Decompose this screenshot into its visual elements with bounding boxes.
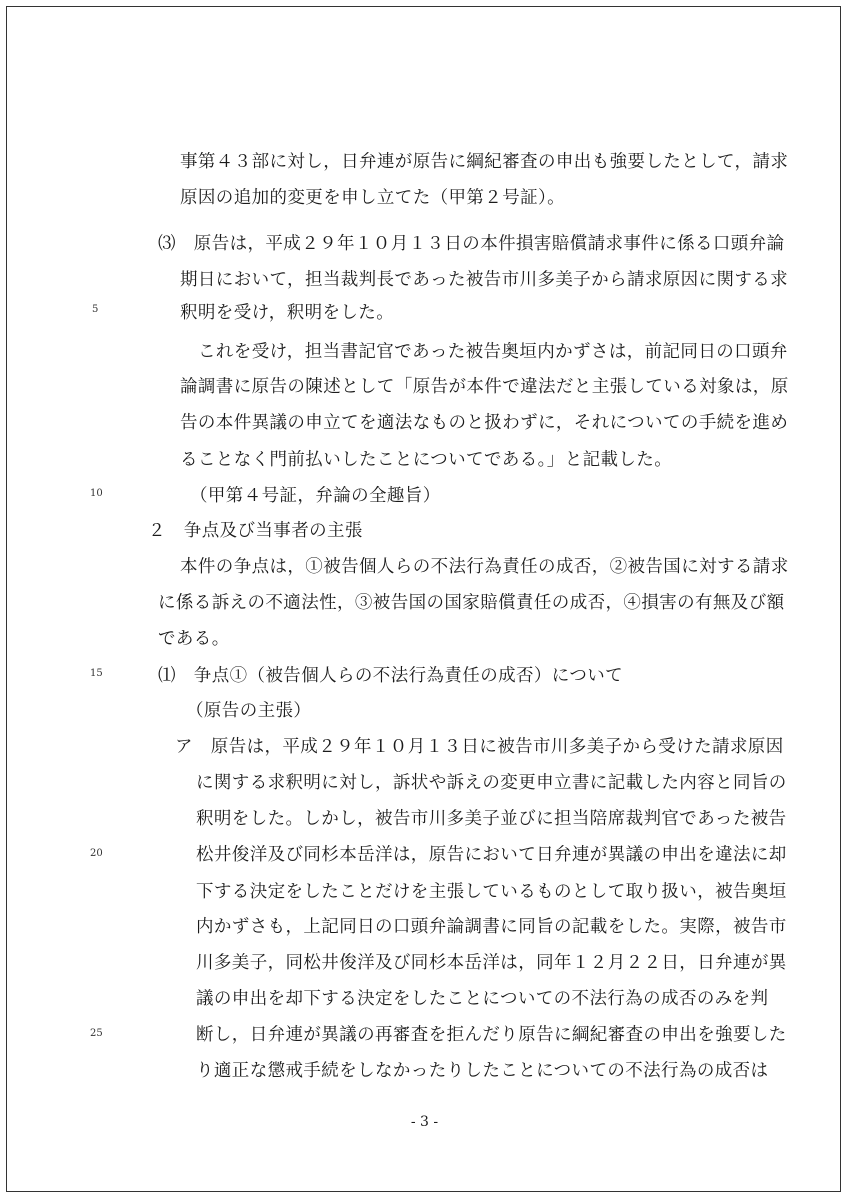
line-number: 5 — [92, 304, 99, 315]
text-line: （甲第４号証，弁論の全趣旨） — [190, 486, 441, 506]
text-line: に関する求釈明に対し，訴状や訴えの変更申立書に記載した内容と同旨の — [196, 773, 787, 793]
text-line: 断し，日弁連が異議の再審査を拒んだり原告に綱紀審査の申出を強要した — [196, 1025, 787, 1045]
text-line: 川多美子，同松井俊洋及び同杉本岳洋は，同年１２月２２日，日弁連が異 — [196, 953, 787, 973]
text-line: ることなく門前払いしたことについてである。」と記載した。 — [180, 450, 673, 470]
text-line: 内かずさも，上記同日の口頭弁論調書に同旨の記載をした。実際，被告市 — [196, 917, 787, 937]
line-number: 15 — [90, 668, 103, 679]
text-line: 告の本件異議の申立てを適法なものと扱わずに，それについての手続を進め — [180, 413, 789, 433]
section-heading: ２ 争点及び当事者の主張 — [148, 521, 363, 541]
text-line: 議の申出を却下する決定をしたことについての不法行為の成否のみを判 — [196, 989, 769, 1009]
text-line: 論調書に原告の陳述として「原告が本件で違法だと主張している対象は，原 — [180, 377, 789, 397]
text-line: 松井俊洋及び同杉本岳洋は，原告において日弁連が異議の申出を違法に却 — [196, 845, 787, 865]
text-line: ⑶ 原告は，平成２９年１０月１３日の本件損害賠償請求事件に係る口頭弁論 — [158, 234, 785, 254]
text-line: ア 原告は，平成２９年１０月１３日に被告市川多美子から受けた請求原因 — [175, 737, 784, 757]
text-line: 原因の追加的変更を申し立てた（甲第２号証）。 — [180, 188, 566, 208]
text-line: 事第４３部に対し，日弁連が原告に綱紀審査の申出も強要したとして，請求 — [180, 152, 789, 172]
line-number: 20 — [90, 848, 103, 859]
text-line: これを受け，担当書記官であった被告奥垣内かずさは，前記同日の口頭弁 — [198, 342, 788, 362]
text-line: （原告の主張） — [186, 701, 312, 721]
text-line: 下する決定をしたことだけを主張しているものとして取り扱い，被告奥垣 — [196, 882, 787, 902]
text-line: 釈明を受け，釈明をした。 — [180, 303, 395, 323]
text-line: に係る訴えの不適法性，③被告国の国家賠償責任の成否，④損害の有無及び額 — [158, 593, 785, 613]
page-number: - 3 - — [410, 1114, 439, 1130]
text-line: である。 — [158, 629, 230, 649]
text-line: 本件の争点は，①被告個人らの不法行為責任の成否，②被告国に対する請求 — [180, 557, 789, 577]
line-number: 25 — [90, 1028, 103, 1039]
text-line: り適正な懲戒手続をしなかったりしたことについての不法行為の成否は — [196, 1061, 769, 1081]
subsection-heading: ⑴ 争点①（被告個人らの不法行為責任の成否）について — [158, 666, 624, 686]
text-line: 釈明をした。しかし，被告市川多美子並びに担当陪席裁判官であった被告 — [196, 809, 787, 829]
line-number: 10 — [90, 488, 103, 499]
text-line: 期日において，担当裁判長であった被告市川多美子から請求原因に関する求 — [180, 270, 789, 290]
